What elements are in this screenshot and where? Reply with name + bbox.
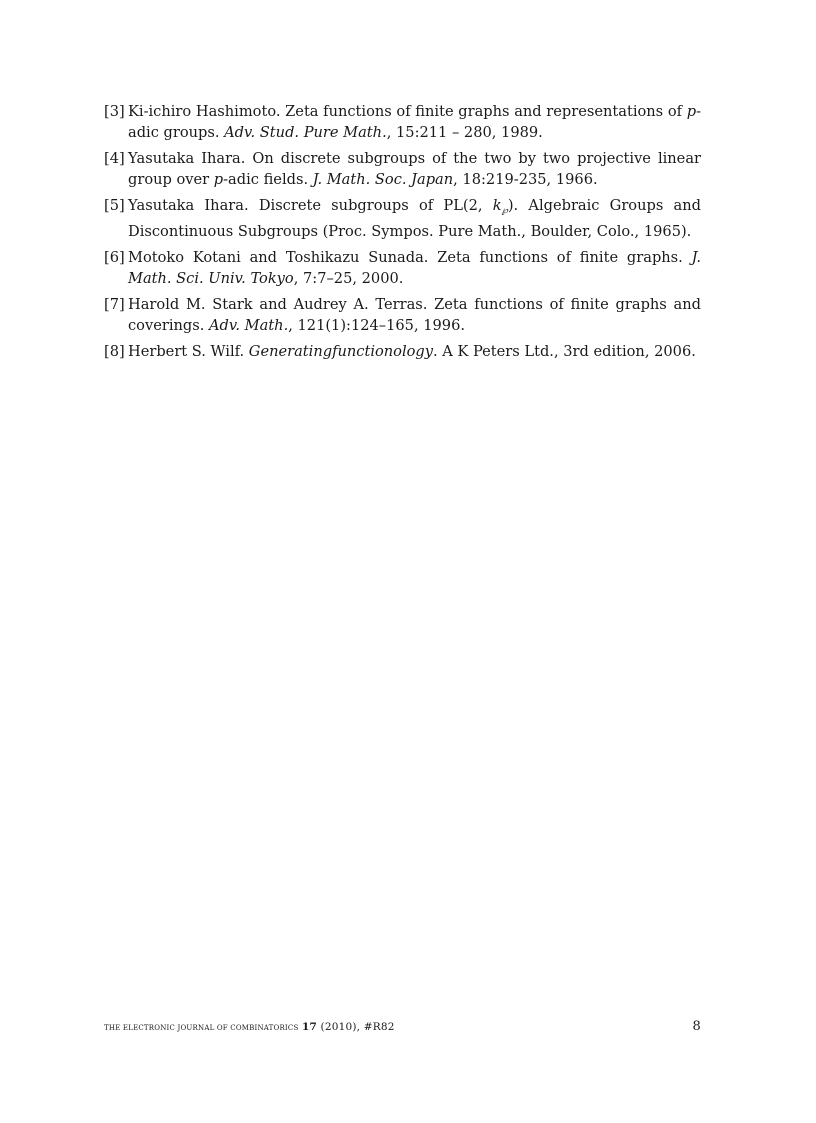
reference-text-segment: J. Math. Soc. Japan: [312, 170, 454, 188]
reference-item: [104, 149, 701, 190]
reference-text-segment: Harold M. Stark and Audrey A. Terras. Zeta functions of finite graphs and coverings.: [128, 296, 701, 334]
reference-text: [128, 196, 701, 242]
reference-number: [8]: [104, 343, 125, 360]
reference-item: [104, 102, 701, 143]
reference-text-segment: Yasutaka Ihara. On discrete subgroups of the two by two projective linear group over: [128, 150, 701, 188]
reference-text-segment: p: [686, 103, 697, 120]
reference-text: [128, 149, 701, 190]
journal-issue: (2010), #R82: [320, 1021, 395, 1033]
reference-text-segment: , 18:219-235, 1966.: [453, 170, 598, 188]
reference-text: [128, 295, 701, 336]
reference-text-segment: -adic groups.: [128, 103, 701, 141]
reference-item: [104, 196, 701, 242]
journal-name: the electronic journal of combinatorics: [104, 1021, 299, 1033]
reference-text-segment: J. Math. Sci. Univ. Tokyo: [128, 249, 701, 287]
reference-text-segment: p: [213, 170, 224, 188]
reference-text-segment: ). Algebraic Groups and Discontinuous Subgroups (Proc. Sympos. Pure Math., Boulder, Colo., 1965).: [128, 197, 701, 240]
journal-citation: [104, 1021, 395, 1033]
reference-item: [104, 248, 701, 289]
reference-text-segment: ℘: [501, 206, 508, 216]
reference-text-segment: Adv. Stud. Pure Math.: [224, 123, 387, 141]
journal-volume: 17: [301, 1021, 317, 1033]
reference-text-segment: Adv. Math.: [209, 316, 289, 334]
reference-item: [104, 295, 701, 336]
reference-number: [3]: [104, 103, 125, 120]
reference-text: [128, 248, 701, 289]
reference-text-segment: , 15:211 – 280, 1989.: [386, 123, 543, 141]
reference-text-segment: k: [492, 197, 502, 214]
reference-text-segment: Yasutaka Ihara. Discrete subgroups of PL(2,: [128, 197, 493, 214]
reference-text-segment: -adic fields.: [223, 170, 313, 188]
reference-item: [104, 342, 701, 363]
reference-number: [6]: [104, 249, 125, 266]
reference-number: [4]: [104, 150, 125, 167]
reference-text-segment: Herbert S. Wilf.: [128, 343, 249, 360]
reference-text-segment: . A K Peters Ltd., 3rd edition, 2006.: [433, 343, 696, 360]
reference-number: [5]: [104, 197, 125, 214]
page-number: 8: [692, 1019, 701, 1034]
reference-text: [128, 102, 701, 143]
reference-text-segment: , 7:7–25, 2000.: [293, 269, 404, 287]
page-footer: [104, 1019, 701, 1034]
reference-text-segment: Motoko Kotani and Toshikazu Sunada. Zeta functions of finite graphs.: [128, 249, 692, 266]
reference-text-segment: Ki-ichiro Hashimoto. Zeta functions of finite graphs and representations of: [128, 103, 687, 120]
reference-text-segment: , 121(1):124–165, 1996.: [288, 316, 466, 334]
reference-text: [128, 342, 701, 363]
reference-text-segment: Generatingfunctionology: [248, 343, 433, 360]
reference-number: [7]: [104, 296, 125, 313]
references-list: [104, 102, 701, 369]
